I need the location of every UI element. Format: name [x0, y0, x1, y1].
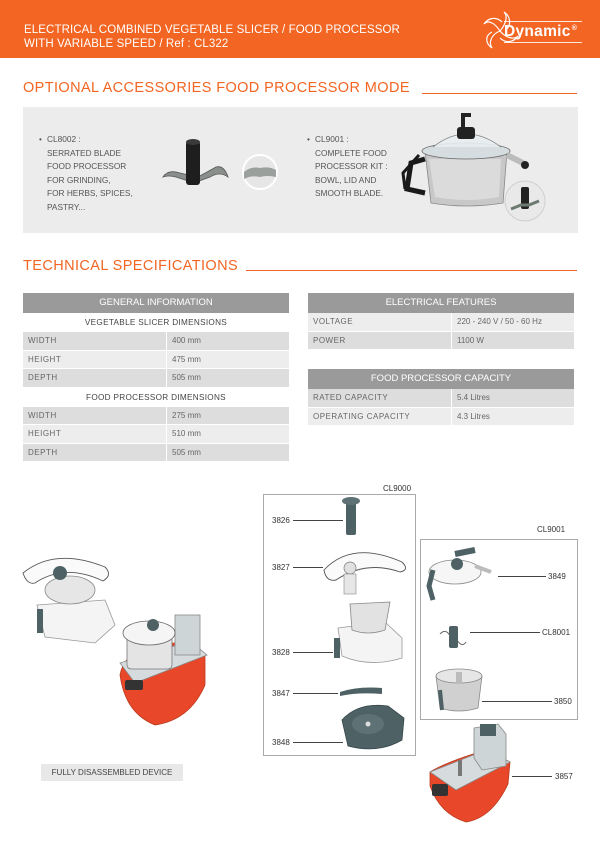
accessories-section-title: OPTIONAL ACCESSORIES FOOD PROCESSOR MODE [23, 80, 410, 96]
accessories-panel [23, 107, 578, 233]
table-header: GENERAL INFORMATION [23, 293, 289, 313]
row-label: VOLTAGE [308, 313, 451, 331]
accessory-line: SMOOTH BLADE. [315, 188, 384, 198]
row-label: HEIGHT [23, 351, 166, 369]
accessory-line: PROCESSOR KIT : [315, 161, 388, 171]
part-number: CL8001 [542, 628, 571, 637]
slicer-housing-part-icon [330, 600, 410, 670]
electrical-features-table [308, 293, 574, 350]
general-information-table [23, 293, 289, 462]
kit-label-cl9000: CL9000 [383, 484, 412, 493]
motor-base-part-icon [426, 722, 536, 828]
table-row [23, 351, 289, 369]
section-divider [246, 270, 577, 271]
callout-line [293, 520, 343, 521]
logo-rule-bottom [504, 42, 582, 43]
part-number: 3827 [272, 563, 290, 572]
specifications-section-title: TECHNICAL SPECIFICATIONS [23, 258, 239, 274]
row-value: 505 mm [167, 369, 289, 387]
table-row [23, 369, 289, 387]
row-label: DEPTH [23, 369, 166, 387]
table-subheader: FOOD PROCESSOR DIMENSIONS [86, 392, 226, 402]
accessory-line: FOR GRINDING, [47, 174, 111, 185]
row-value: 220 - 240 V / 50 - 60 Hz [452, 313, 574, 331]
callout-line [498, 576, 546, 577]
row-label: WIDTH [23, 332, 166, 350]
part-number: 3850 [554, 697, 572, 706]
accessory-code: CL9001 : [315, 134, 349, 144]
slicer-lid-part-icon [322, 540, 412, 600]
callout-line [293, 742, 343, 743]
clip-part-icon [338, 684, 384, 698]
processor-lid-part-icon [425, 542, 495, 602]
accessory-line: COMPLETE FOOD [315, 147, 387, 158]
callout-line [482, 701, 552, 702]
row-label: DEPTH [23, 444, 166, 462]
title-line-1: ELECTRICAL COMBINED VEGETABLE SLICER / FOOD PROCESSOR [24, 24, 400, 36]
kit-label-cl9001: CL9001 [537, 525, 566, 534]
accessory-code: CL8002 : [47, 134, 81, 144]
part-number: 3849 [548, 572, 566, 581]
callout-line [512, 776, 552, 777]
accessory-line: FOR HERBS, SPICES, [47, 188, 133, 198]
page-header [0, 0, 600, 58]
part-number: 3826 [272, 516, 290, 525]
accessory-line: BOWL, LID AND [315, 174, 377, 185]
table-row [23, 332, 289, 350]
table-header: ELECTRICAL FEATURES [308, 293, 574, 313]
pusher-part-icon [340, 495, 362, 537]
accessory-cl8002-description [39, 133, 133, 214]
bullet-icon: • [307, 134, 310, 144]
vegetable-slicer-head-icon [23, 558, 115, 643]
row-label: WIDTH [23, 407, 166, 425]
part-number: 3848 [272, 738, 290, 747]
part-number: 3847 [272, 689, 290, 698]
callout-line [293, 693, 338, 694]
table-row [23, 425, 289, 443]
food-processor-capacity-table [308, 369, 574, 426]
title-line-2: WITH VARIABLE SPEED / Ref : CL322 [24, 38, 229, 50]
table-row [23, 444, 289, 462]
row-label: RATED CAPACITY [308, 389, 451, 407]
table-row [308, 408, 574, 426]
serrated-blade-icon [158, 137, 233, 192]
row-value: 505 mm [167, 444, 289, 462]
row-label: OPERATING CAPACITY [308, 408, 451, 426]
food-processor-base-icon [120, 615, 207, 725]
document-title [24, 23, 400, 51]
bullet-icon: • [39, 134, 42, 144]
accessory-cl9001-description [307, 133, 388, 201]
table-row [308, 313, 574, 331]
accessory-line: PASTRY... [47, 201, 86, 212]
section-divider [422, 93, 577, 94]
assembled-device-illustration [15, 545, 230, 735]
blade-detail-magnifier-icon [241, 153, 279, 191]
smooth-blade-part-icon [438, 624, 468, 652]
processor-bowl-part-icon [432, 662, 486, 716]
row-value: 510 mm [167, 425, 289, 443]
row-value: 400 mm [167, 332, 289, 350]
accessory-line: SERRATED BLADE [47, 147, 122, 158]
part-number: 3828 [272, 648, 290, 657]
row-value: 275 mm [167, 407, 289, 425]
diagram-caption: FULLY DISASSEMBLED DEVICE [41, 764, 183, 781]
smooth-blade-magnifier-icon [503, 179, 547, 223]
row-label: HEIGHT [23, 425, 166, 443]
table-row [23, 407, 289, 425]
base-plate-part-icon [338, 700, 408, 756]
brand-name: Dynamic® [504, 23, 578, 40]
table-row [308, 332, 574, 350]
row-label: POWER [308, 332, 451, 350]
row-value: 1100 W [452, 332, 574, 350]
brand-logo [480, 10, 586, 52]
callout-line [470, 632, 540, 633]
logo-rule-top [504, 21, 582, 22]
table-row [308, 389, 574, 407]
accessory-line: FOOD PROCESSOR [47, 161, 127, 171]
callout-line [293, 567, 323, 568]
callout-line [293, 652, 333, 653]
row-value: 475 mm [167, 351, 289, 369]
table-header: FOOD PROCESSOR CAPACITY [308, 369, 574, 389]
table-subheader: VEGETABLE SLICER DIMENSIONS [84, 318, 228, 327]
row-value: 4.3 Litres [452, 408, 574, 426]
row-value: 5.4 Litres [452, 389, 574, 407]
part-number: 3857 [555, 772, 573, 781]
